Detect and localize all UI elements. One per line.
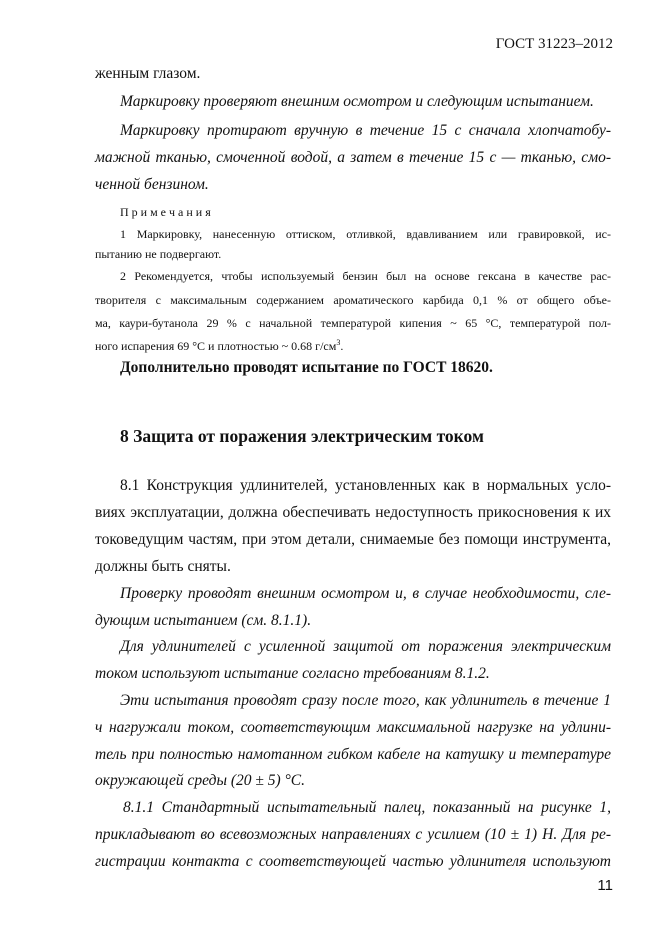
text-line: гистрации контакта с соответствующей частью удлинителя используют [95,853,611,870]
text-line: женным глазом. [95,65,201,82]
extra-test-line: Дополнительно проводят испытание по ГОСТ 18620. [120,359,493,376]
text-line: токоведущим частям, при этом детали, снимаемые без помощи инструмента, [95,531,611,548]
text-line: Для удлинителей с усиленной защитой от поражения электрическим [120,638,611,655]
text-line: прикладывают во всевозможных направлениях с усилием (10 ± 1) Н. Для ре- [95,826,611,843]
note-line [95,338,586,354]
text-line: дующим испытанием (см. 8.1.1). [95,612,312,629]
note-line: 2 Рекомендуется, чтобы используемый бензин был на основе гексана в качестве рас- [120,269,611,283]
text-line: мажной тканью, смоченной водой, а затем в течение 15 с — тканью, смо- [95,149,611,166]
page-number: 11 [597,877,613,894]
text-line: Маркировку проверяют внешним осмотром и следующим испытанием. [120,93,594,110]
text-line: тель при полностью намотанном гибком кабеле на катушку и температуре [95,746,611,763]
text-line: должны быть сняты. [95,558,231,575]
note-text: ного испарения 69 °С и плотностью ~ 0.68 г/см [95,339,337,353]
text-line: ченной бензином. [95,176,209,193]
text-line: виях эксплуатации, должна обеспечивать недоступность прикосновения к их [95,504,611,521]
note-text: . [340,339,344,353]
text-line: током используют испытание согласно требованиям 8.1.2. [95,665,490,682]
text-line: окружающей среды (20 ± 5) °С. [95,772,305,789]
text-line: ч нагружали током, соответствующим максимальной нагрузке на удлини- [95,719,611,736]
note-line: пытанию не подвергают. [95,247,222,261]
note-line: 1 Маркировку, нанесенную оттиском, отливкой, вдавливанием или гравировкой, ис- [120,227,611,241]
notes-title: П р и м е ч а н и я [120,205,211,219]
text-line: 8.1.1 Стандартный испытательный палец, показанный на рисунке 1, [123,799,611,816]
text-line: Проверку проводят внешним осмотром и, в случае необходимости, сле- [120,585,611,602]
note-line: творителя с максимальным содержанием ароматического карбида 0,1 % от общего объе- [95,293,611,307]
document-header: ГОСТ 31223–2012 [495,36,613,52]
text-line: 8.1 Конструкция удлинителей, установленных как в нормальных усло- [120,477,611,494]
section-heading: 8 Защита от поражения электрическим током [120,426,484,446]
text-line: Эти испытания проводят сразу после того, как удлинитель в течение 1 [120,692,611,709]
text-line: Маркировку протирают вручную в течение 15 с сначала хлопчатобу- [120,122,611,139]
note-line: ма, каури-бутанола 29 % с начальной температурой кипения ~ 65 °С, температурой пол- [95,316,611,330]
superscript: 3 [336,338,341,347]
